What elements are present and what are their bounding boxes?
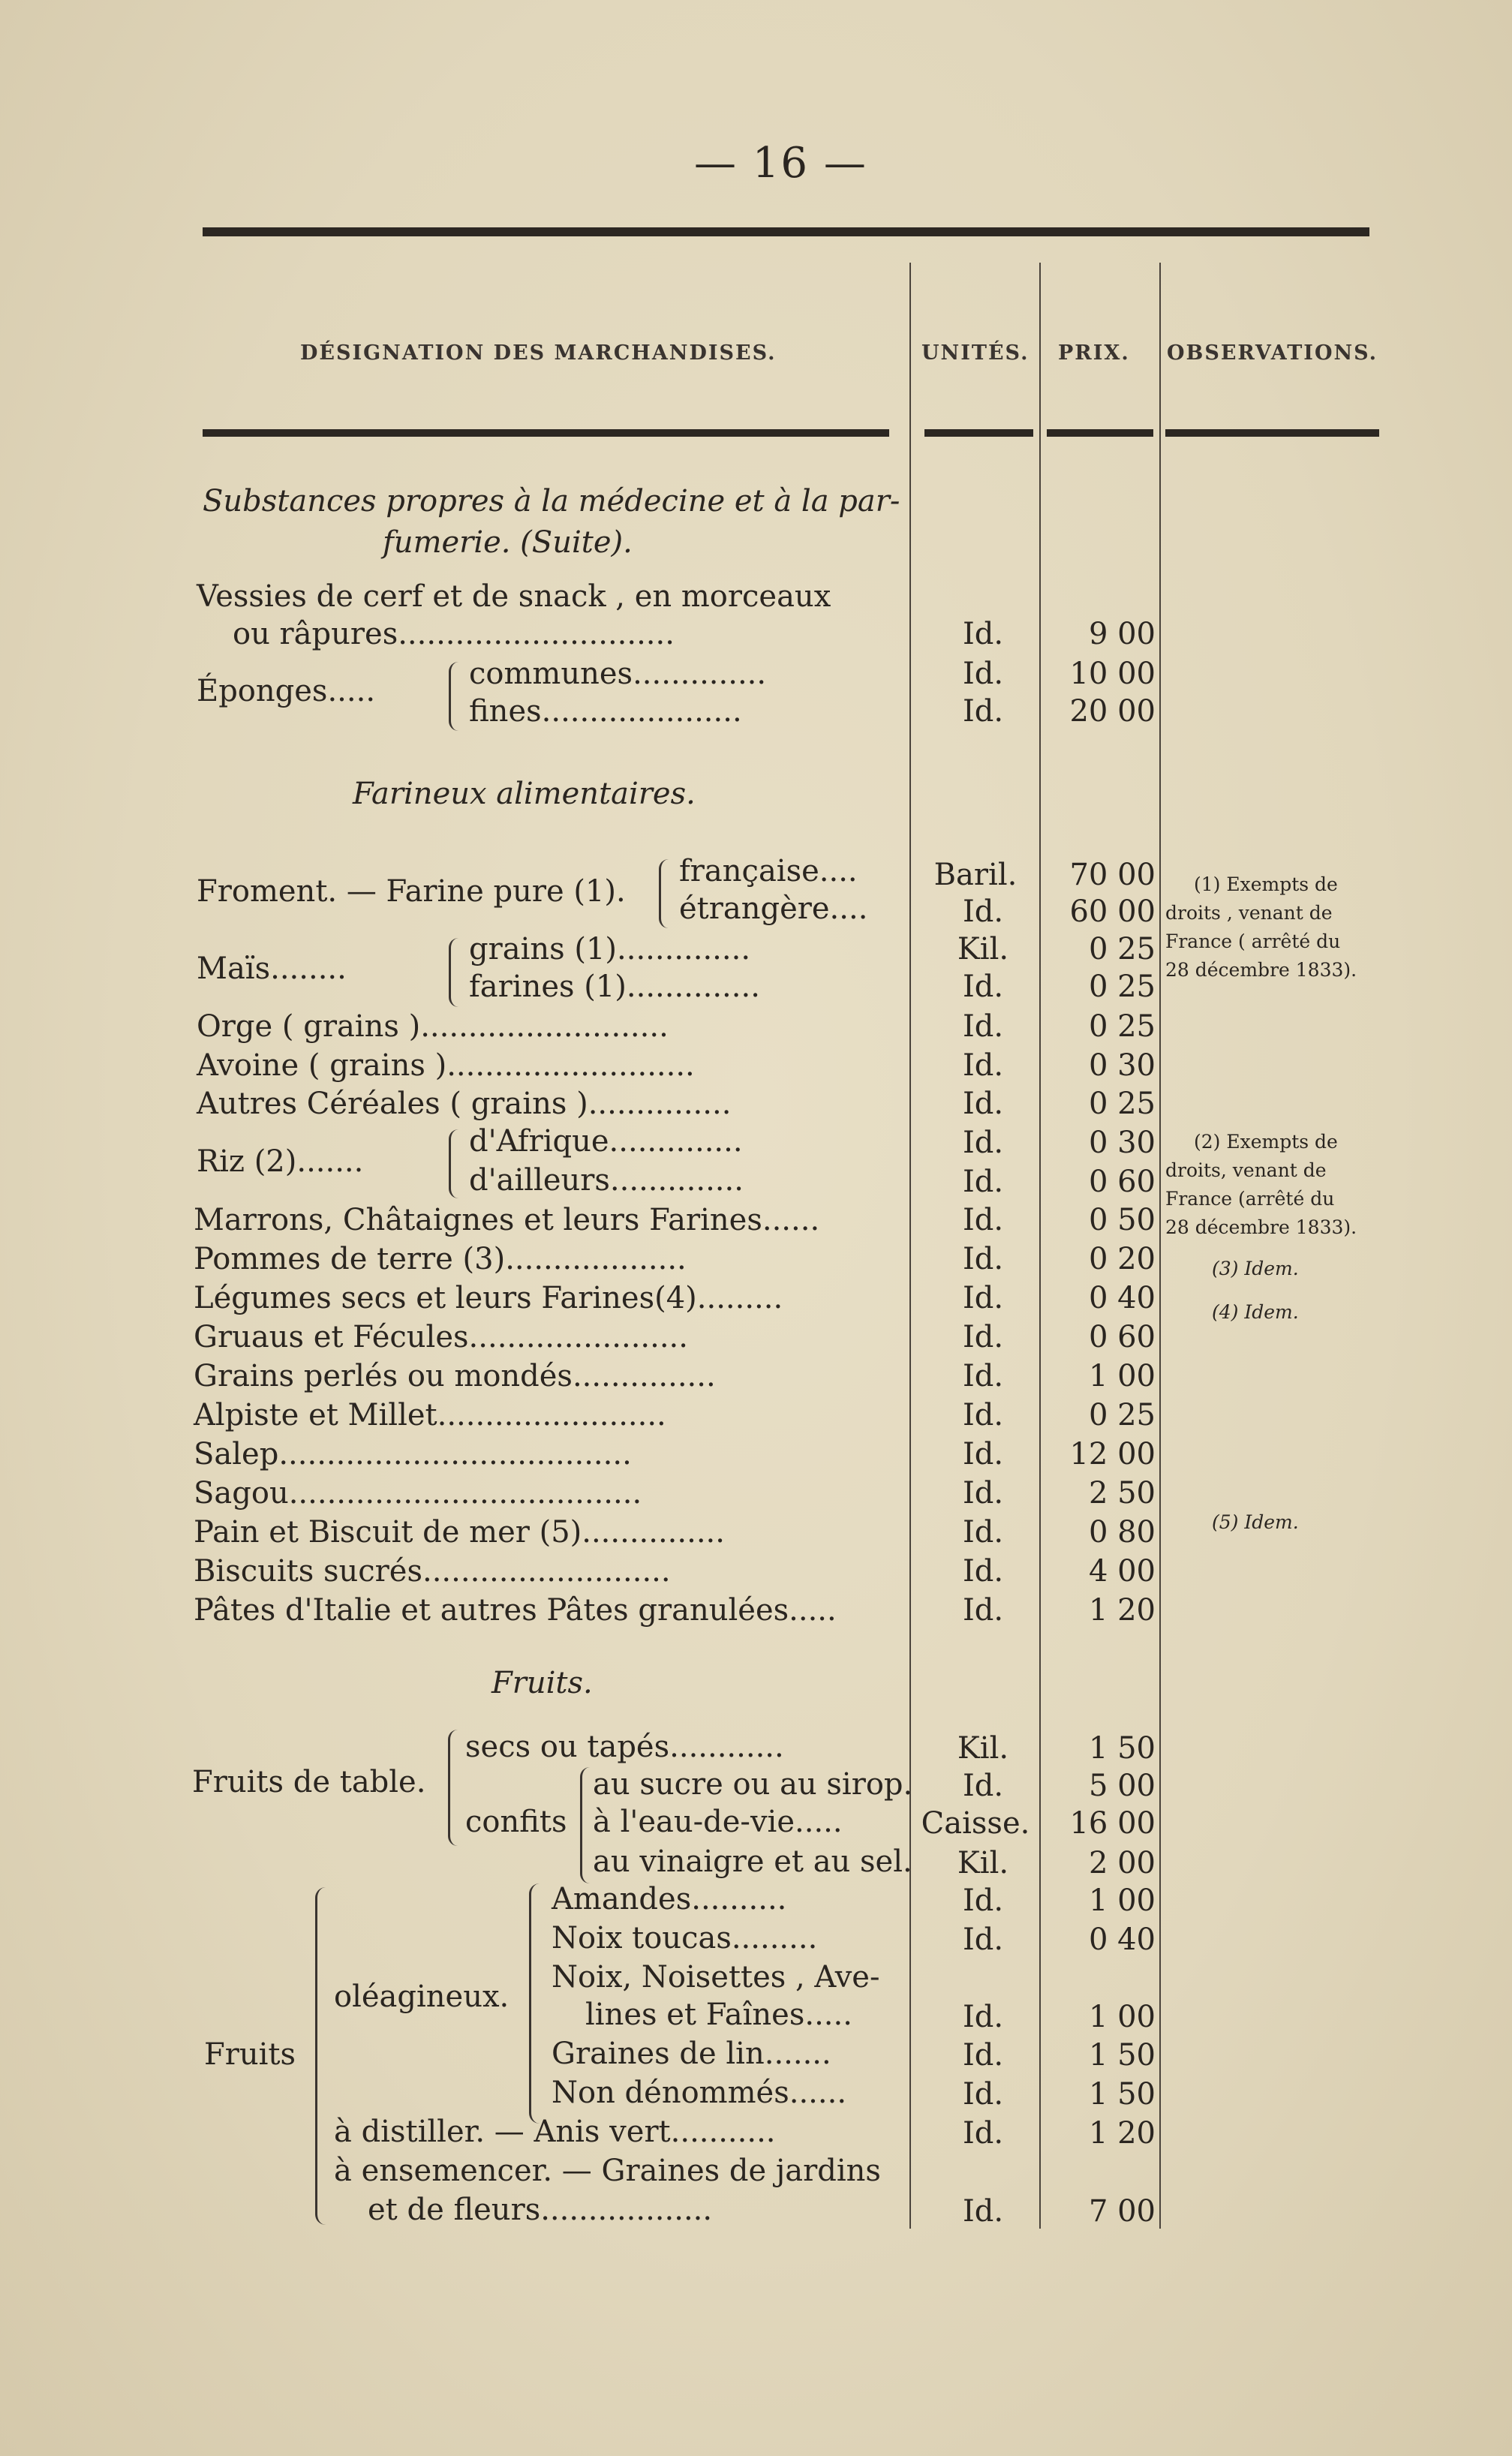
- row-price: 12 00: [1069, 1437, 1156, 1471]
- row-label: au vinaigre et au sel.: [593, 1844, 912, 1879]
- row-price: 0 60: [1088, 1165, 1156, 1199]
- group-label-froment: Froment. — Farine pure (1).: [197, 874, 626, 909]
- row-price: 16 00: [1069, 1806, 1156, 1841]
- row-price: 1 50: [1088, 2038, 1156, 2073]
- row-label: et de fleurs..................: [368, 2193, 713, 2227]
- group-label-oleagineux: oléagineux.: [334, 1980, 510, 2014]
- row-unit: Id.: [962, 657, 1004, 691]
- row-unit: Id.: [962, 1515, 1004, 1550]
- row-unit: Id.: [962, 1769, 1004, 1803]
- row-label: Marrons, Châtaignes et leurs Farines......: [194, 1203, 820, 1237]
- row-label: Sagou.....................................: [194, 1476, 642, 1511]
- section-title: fumerie. (Suite).: [383, 525, 633, 560]
- row-label: Graines de lin.......: [552, 2037, 831, 2071]
- brace-icon: [449, 662, 458, 731]
- row-label: Pain et Biscuit de mer (5)...............: [194, 1515, 725, 1550]
- row-unit: Id.: [962, 1126, 1004, 1160]
- header-rule-4: [1165, 429, 1379, 437]
- group-label-fruits-de-table: Fruits de table.: [192, 1765, 426, 1799]
- row-price: 0 20: [1088, 1242, 1156, 1276]
- row-unit: Kil.: [957, 1846, 1009, 1880]
- brace-icon: [580, 1767, 590, 1883]
- row-price: 1 00: [1088, 1883, 1156, 1918]
- observation-note: (5) Idem.: [1212, 1511, 1299, 1533]
- row-price: 0 25: [1088, 1087, 1156, 1121]
- section-title: Farineux alimentaires.: [353, 777, 696, 811]
- row-price: 1 00: [1088, 1359, 1156, 1393]
- header-rule-3: [1047, 429, 1153, 437]
- row-label: à ensemencer. — Graines de jardins: [334, 2154, 881, 2188]
- row-price: 70 00: [1069, 858, 1156, 892]
- row-unit: Kil.: [957, 1731, 1009, 1766]
- row-unit: Id.: [962, 1359, 1004, 1393]
- row-label: farines (1)..............: [469, 969, 760, 1004]
- group-label-mais: Maïs........: [197, 951, 347, 986]
- row-price: 4 00: [1088, 1554, 1156, 1589]
- header-observations: OBSERVATIONS.: [1167, 341, 1378, 365]
- row-unit: Id.: [962, 694, 1004, 729]
- group-label-eponges: Éponges.....: [197, 674, 376, 708]
- row-unit: Baril.: [933, 858, 1018, 892]
- row-unit: Id.: [962, 1398, 1004, 1432]
- section-title: Substances propres à la médecine et à la par-: [203, 484, 900, 519]
- section-title: Fruits.: [491, 1666, 593, 1700]
- row-unit: Id.: [962, 1922, 1004, 1957]
- row-label: Biscuits sucrés..........................: [194, 1554, 671, 1589]
- row-label: d'Afrique..............: [469, 1124, 743, 1159]
- row-unit: Id.: [962, 1554, 1004, 1589]
- row-label: à distiller. — Anis vert...........: [334, 2115, 776, 2149]
- row-unit: Id.: [962, 1476, 1004, 1511]
- row-label: fines.....................: [469, 694, 742, 729]
- row-unit: Id.: [962, 1087, 1004, 1121]
- brace-icon: [449, 938, 458, 1007]
- row-label: Noix toucas.........: [552, 1921, 818, 1955]
- row-unit: Id.: [962, 1320, 1004, 1354]
- row-unit: Id.: [962, 1165, 1004, 1199]
- row-price: 1 50: [1088, 2077, 1156, 2112]
- row-price: 0 30: [1088, 1048, 1156, 1083]
- row-price: 0 25: [1088, 1398, 1156, 1432]
- row-unit: Id.: [962, 1242, 1004, 1276]
- row-price: 0 25: [1088, 1009, 1156, 1044]
- row-unit: Id.: [962, 2194, 1004, 2229]
- column-rule-2: [1039, 263, 1041, 2229]
- brace-icon: [315, 1887, 328, 2225]
- row-price: 0 50: [1088, 1203, 1156, 1237]
- row-label: Noix, Noisettes , Ave-: [552, 1960, 880, 1995]
- row-price: 0 25: [1088, 932, 1156, 966]
- header-designation: DÉSIGNATION DES MARCHANDISES.: [300, 341, 777, 365]
- row-unit: Id.: [962, 969, 1004, 1004]
- row-label: Gruaus et Fécules.......................: [194, 1320, 688, 1354]
- row-price: 60 00: [1069, 894, 1156, 929]
- row-unit: Caisse.: [921, 1806, 1030, 1841]
- header-prix: PRIX.: [1058, 341, 1130, 365]
- observation-note: (4) Idem.: [1212, 1301, 1299, 1323]
- group-label-fruits: Fruits: [204, 2037, 296, 2072]
- row-price: 1 20: [1088, 2116, 1156, 2151]
- row-label: Non dénommés......: [552, 2076, 847, 2110]
- row-label: lines et Faînes.....: [585, 1998, 852, 2032]
- row-label: Pommes de terre (3)...................: [194, 1242, 687, 1276]
- row-price: 0 80: [1088, 1515, 1156, 1550]
- row-label: étrangère....: [679, 891, 868, 926]
- row-label: communes..............: [469, 657, 767, 691]
- group-label-confits: confits: [465, 1805, 567, 1839]
- row-unit: Id.: [962, 2077, 1004, 2112]
- observation-note: (2) Exempts de droits, venant de France (arrêté du 28 décembre 1833).: [1165, 1131, 1357, 1238]
- row-label: à l'eau-de-vie.....: [593, 1805, 843, 1839]
- row-price: 1 00: [1088, 2000, 1156, 2034]
- row-price: 0 60: [1088, 1320, 1156, 1354]
- row-label: grains (1)..............: [469, 932, 751, 966]
- row-price: 7 00: [1088, 2194, 1156, 2229]
- column-rule-1: [909, 263, 911, 2229]
- column-rule-3: [1159, 263, 1161, 2229]
- group-label-riz: Riz (2).......: [197, 1144, 364, 1179]
- row-price: 0 40: [1088, 1922, 1156, 1957]
- row-unit: Id.: [962, 894, 1004, 929]
- row-price: 9 00: [1088, 617, 1156, 651]
- header-unites: UNITÉS.: [921, 341, 1030, 365]
- brace-icon: [449, 1129, 458, 1198]
- row-unit: Id.: [962, 2000, 1004, 2034]
- row-unit: Id.: [962, 2038, 1004, 2073]
- row-unit: Id.: [962, 1203, 1004, 1237]
- brace-icon: [529, 1883, 540, 2124]
- observation-note: (3) Idem.: [1212, 1258, 1299, 1279]
- page-number: — 16 —: [694, 139, 867, 188]
- row-label: Salep.....................................: [194, 1437, 632, 1471]
- brace-icon: [448, 1730, 458, 1846]
- row-label: Vessies de cerf et de snack , en morceaux: [197, 579, 831, 614]
- row-label: ou râpures.............................: [233, 617, 675, 651]
- row-price: 1 20: [1088, 1593, 1156, 1628]
- top-rule: [203, 227, 1369, 236]
- row-label: secs ou tapés............: [465, 1730, 784, 1764]
- row-label: Amandes..........: [552, 1882, 787, 1916]
- row-price: 1 50: [1088, 1731, 1156, 1766]
- row-price: 20 00: [1069, 694, 1156, 729]
- row-label: au sucre ou au sirop.: [593, 1767, 913, 1802]
- row-unit: Kil.: [957, 932, 1009, 966]
- row-label: Grains perlés ou mondés...............: [194, 1359, 716, 1393]
- row-label: d'ailleurs..............: [469, 1163, 744, 1198]
- observation-note: (1) Exempts de droits , venant de France ( arrêté du 28 décembre 1833).: [1165, 873, 1357, 981]
- row-price: 0 40: [1088, 1281, 1156, 1315]
- row-unit: Id.: [962, 1281, 1004, 1315]
- row-price: 5 00: [1088, 1769, 1156, 1803]
- row-unit: Id.: [962, 1009, 1004, 1044]
- row-label: Alpiste et Millet........................: [194, 1398, 666, 1432]
- row-price: 0 30: [1088, 1126, 1156, 1160]
- brace-icon: [659, 859, 669, 928]
- row-price: 0 25: [1088, 969, 1156, 1004]
- row-unit: Id.: [962, 1048, 1004, 1083]
- row-label: Avoine ( grains )..........................: [197, 1048, 695, 1083]
- header-rule-2: [924, 429, 1033, 437]
- row-label: française....: [679, 854, 858, 888]
- row-label: Orge ( grains )..........................: [197, 1009, 669, 1044]
- header-rule-1: [203, 429, 889, 437]
- row-label: Pâtes d'Italie et autres Pâtes granulées.....: [194, 1593, 837, 1628]
- row-unit: Id.: [962, 617, 1004, 651]
- row-unit: Id.: [962, 2116, 1004, 2151]
- row-price: 10 00: [1069, 657, 1156, 691]
- row-unit: Id.: [962, 1593, 1004, 1628]
- row-price: 2 50: [1088, 1476, 1156, 1511]
- row-unit: Id.: [962, 1437, 1004, 1471]
- row-unit: Id.: [962, 1883, 1004, 1918]
- row-label: Autres Céréales ( grains )...............: [197, 1087, 732, 1121]
- row-label: Légumes secs et leurs Farines(4).........: [194, 1281, 783, 1315]
- row-price: 2 00: [1088, 1846, 1156, 1880]
